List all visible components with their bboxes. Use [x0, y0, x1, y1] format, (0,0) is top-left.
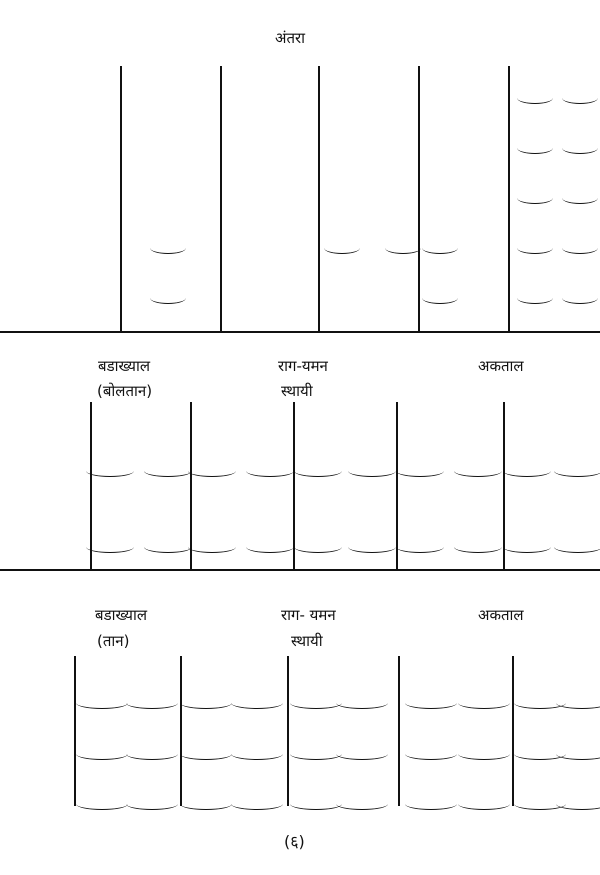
vibhag-line-4	[512, 656, 514, 806]
meend-arc	[294, 547, 342, 553]
meend-arc	[454, 547, 502, 553]
vibhag-line-3	[398, 656, 400, 806]
meend-arc	[405, 703, 457, 709]
meend-arc	[556, 804, 600, 810]
meend-arc	[180, 703, 232, 709]
boltaan-subheading: (बोलतान)	[97, 382, 153, 400]
vibhag-line-1	[190, 402, 192, 570]
meend-arc	[76, 703, 128, 709]
meend-arc	[126, 754, 178, 760]
meend-arc	[422, 298, 458, 304]
meend-arc	[517, 198, 553, 204]
meend-arc	[458, 703, 510, 709]
vibhag-line-4	[503, 402, 505, 570]
meend-arc	[290, 804, 342, 810]
vibhag-line-2	[293, 402, 295, 570]
page-number: (६)	[284, 832, 305, 851]
meend-arc	[231, 804, 283, 810]
meend-arc	[86, 547, 134, 553]
sthayi-heading-2: स्थायी	[291, 632, 323, 650]
vibhag-line-2	[318, 66, 320, 332]
meend-arc	[231, 703, 283, 709]
divider-1	[0, 331, 600, 333]
meend-arc	[517, 248, 553, 254]
vibhag-line-1	[180, 656, 182, 806]
meend-arc	[348, 547, 396, 553]
meend-arc	[385, 248, 421, 254]
vibhag-line-1	[220, 66, 222, 332]
meend-arc	[562, 298, 598, 304]
vibhag-line-3	[418, 66, 420, 332]
raag-heading-2: राग- यमन	[281, 606, 336, 624]
meend-arc	[188, 547, 236, 553]
raag-heading: राग-यमन	[278, 357, 328, 375]
bada-khyal-heading: बडाख्याल	[98, 357, 151, 375]
meend-arc	[562, 248, 598, 254]
meend-arc	[556, 703, 600, 709]
meend-arc	[422, 248, 458, 254]
meend-arc	[396, 471, 444, 477]
meend-arc	[336, 754, 388, 760]
vibhag-line-3	[396, 402, 398, 570]
meend-arc	[562, 198, 598, 204]
meend-arc	[517, 148, 553, 154]
meend-arc	[554, 547, 600, 553]
meend-arc	[324, 248, 360, 254]
meend-arc	[503, 471, 551, 477]
ektaal-heading-2: अकताल	[478, 606, 524, 624]
ektaal-heading: अकताल	[478, 357, 524, 375]
meend-arc	[458, 804, 510, 810]
sthayi-heading: स्थायी	[281, 382, 313, 400]
meend-arc	[517, 298, 553, 304]
vibhag-line-2	[287, 656, 289, 806]
meend-arc	[554, 471, 600, 477]
meend-arc	[126, 703, 178, 709]
meend-arc	[458, 754, 510, 760]
meend-arc	[180, 804, 232, 810]
meend-arc	[290, 754, 342, 760]
meend-arc	[562, 148, 598, 154]
meend-arc	[396, 547, 444, 553]
meend-arc	[144, 471, 192, 477]
meend-arc	[348, 471, 396, 477]
meend-arc	[290, 703, 342, 709]
meend-arc	[336, 804, 388, 810]
meend-arc	[150, 298, 186, 304]
vibhag-line-0	[74, 656, 76, 806]
vibhag-line-0	[90, 402, 92, 570]
divider-2	[0, 569, 600, 571]
meend-arc	[336, 703, 388, 709]
meend-arc	[294, 471, 342, 477]
vibhag-line-0	[120, 66, 122, 332]
meend-arc	[144, 547, 192, 553]
meend-arc	[76, 754, 128, 760]
meend-arc	[556, 754, 600, 760]
meend-arc	[517, 98, 553, 104]
meend-arc	[405, 754, 457, 760]
meend-arc	[454, 471, 502, 477]
taan-subheading: (तान)	[97, 632, 130, 650]
meend-arc	[405, 804, 457, 810]
bada-khyal-heading-2: बडाख्याल	[95, 606, 148, 624]
meend-arc	[188, 471, 236, 477]
meend-arc	[76, 804, 128, 810]
meend-arc	[86, 471, 134, 477]
meend-arc	[126, 804, 178, 810]
section-title-antara: अंतरा	[275, 29, 306, 47]
vibhag-line-4	[508, 66, 510, 332]
meend-arc	[503, 547, 551, 553]
meend-arc	[562, 98, 598, 104]
meend-arc	[246, 471, 294, 477]
meend-arc	[150, 248, 186, 254]
meend-arc	[180, 754, 232, 760]
meend-arc	[231, 754, 283, 760]
meend-arc	[246, 547, 294, 553]
